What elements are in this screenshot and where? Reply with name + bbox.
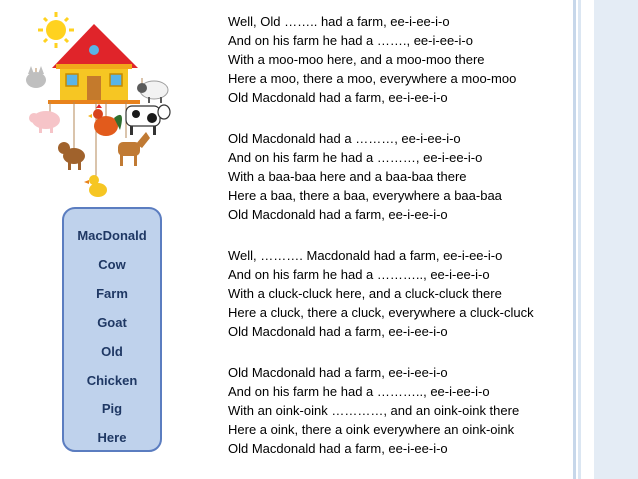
lyric-line: Well, Old …….. had a farm, ee-i-ee-i-o <box>228 14 450 29</box>
lyric-line: Old Macdonald had a farm, ee-i-ee-i-o <box>228 365 448 380</box>
horse-icon <box>118 132 150 166</box>
lyric-line: With a cluck-cluck here, and a cluck-cluck there <box>228 286 502 301</box>
farm-mobile-illustration <box>14 8 182 200</box>
decorative-side-panel <box>594 0 638 479</box>
lyric-line: Here a oink, there a oink everywhere an oink-oink <box>228 422 515 437</box>
lyric-line: Well, ………. Macdonald had a farm, ee-i-ee-i-o <box>228 248 503 263</box>
lyric-line: Old Macdonald had a ………, ee-i-ee-i-o <box>228 131 461 146</box>
word-bank-item: Cow <box>98 257 126 272</box>
lyric-line: Here a baa, there a baa, everywhere a baa-baa <box>228 188 502 203</box>
lyric-line: Old Macdonald had a farm, ee-i-ee-i-o <box>228 90 448 105</box>
duck-icon <box>84 175 107 197</box>
pig-icon <box>29 111 60 133</box>
lyric-line: And on his farm he had a ……., ee-i-ee-i-o <box>228 33 473 48</box>
lyric-line: Old Macdonald had a farm, ee-i-ee-i-o <box>228 207 448 222</box>
decorative-side-stripe <box>578 0 581 479</box>
word-bank-item: Goat <box>97 315 127 330</box>
lyric-line: With a baa-baa here and a baa-baa there <box>228 169 467 184</box>
sheep-icon <box>137 81 168 103</box>
word-bank-item: Here <box>97 430 127 445</box>
lyric-line: With an oink-oink …………, and an oink-oink there <box>228 403 520 418</box>
word-bank-item: MacDonald <box>77 228 147 243</box>
cow-icon <box>126 105 170 135</box>
decorative-side-stripe <box>573 0 576 479</box>
word-bank-box <box>62 207 162 452</box>
lyric-line: Old Macdonald had a farm, ee-i-ee-i-o <box>228 441 448 456</box>
lyric-line: With a moo-moo here, and a moo-moo there <box>228 52 485 67</box>
word-bank-item: Old <box>101 344 123 359</box>
lyric-line: And on his farm he had a ……….., ee-i-ee-i-o <box>228 384 490 399</box>
lyric-line: Old Macdonald had a farm, ee-i-ee-i-o <box>228 324 448 339</box>
word-bank-item: Farm <box>96 286 128 301</box>
lyric-line: And on his farm he had a ……….., ee-i-ee-i-o <box>228 267 490 282</box>
dog-icon <box>58 142 85 170</box>
word-bank-item: Pig <box>101 401 123 416</box>
lyric-line: And on his farm he had a ………, ee-i-ee-i-o <box>228 150 483 165</box>
word-bank-item: Chicken <box>86 373 138 388</box>
rooster-icon <box>88 104 122 136</box>
lyric-line: Here a moo, there a moo, everywhere a moo-moo <box>228 71 517 86</box>
sun-icon <box>38 12 74 48</box>
lyric-line: Here a cluck, there a cluck, everywhere a cluck-cluck <box>228 305 534 320</box>
